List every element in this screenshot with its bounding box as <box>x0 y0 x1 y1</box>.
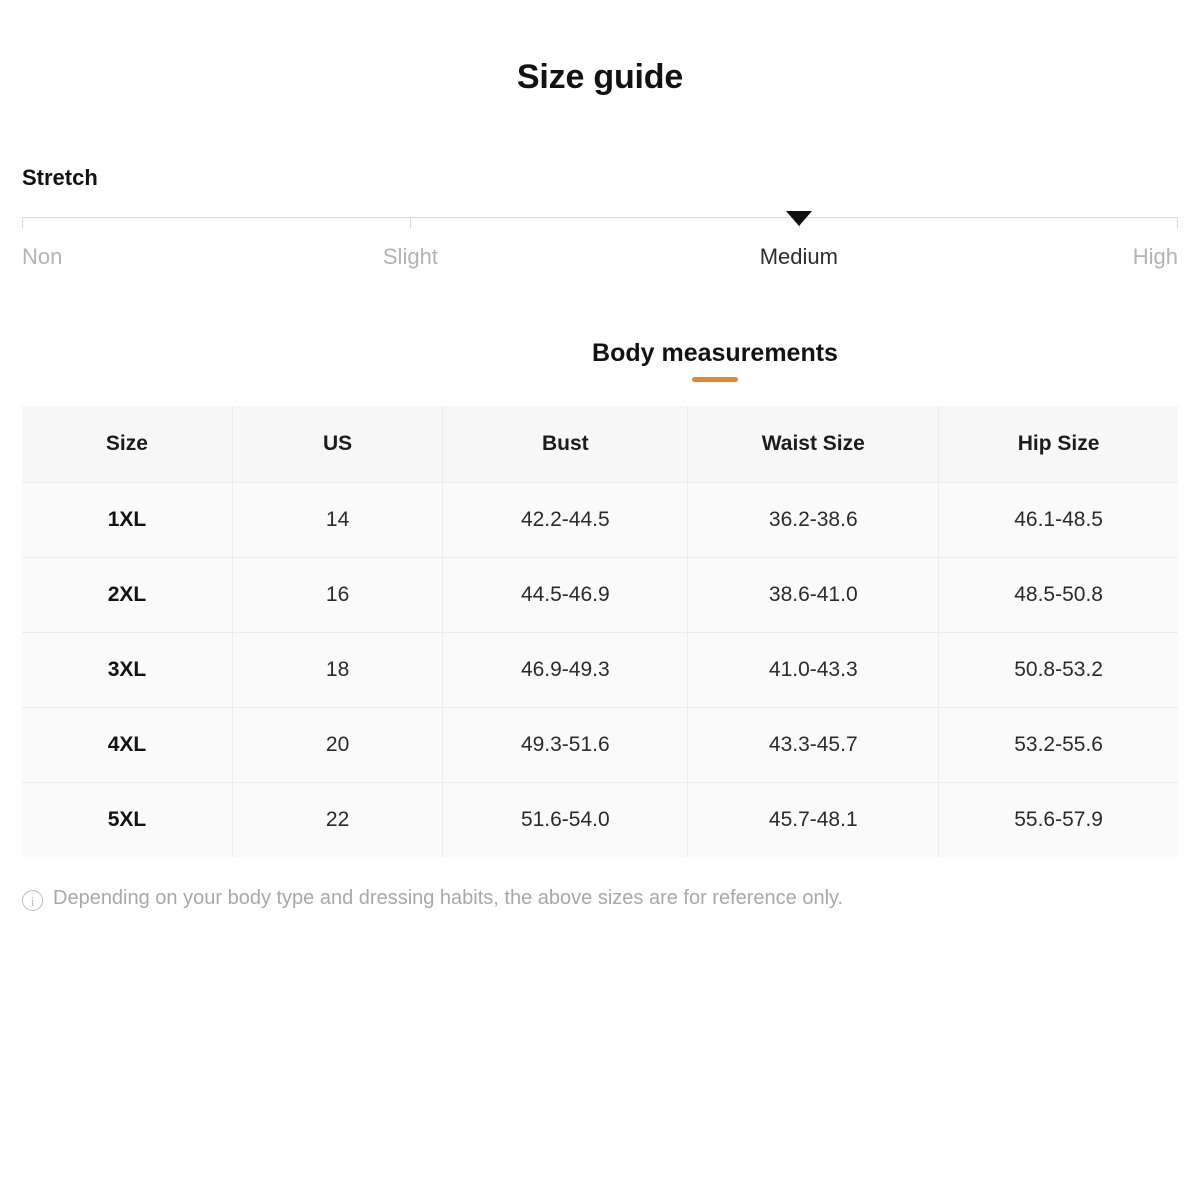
column-header-bust: Bust <box>443 406 688 483</box>
cell-hip: 53.2-55.6 <box>939 708 1178 783</box>
footnote-text: Depending on your body type and dressing habits, the above sizes are for reference only. <box>53 887 844 909</box>
cell-bust: 42.2-44.5 <box>443 483 688 558</box>
table-row <box>22 483 1178 558</box>
scale-line <box>22 217 1178 218</box>
table-header-row <box>22 406 1178 483</box>
cell-us: 22 <box>232 783 442 858</box>
cell-waist: 36.2-38.6 <box>688 483 939 558</box>
body-measurements-label: Body measurements <box>592 339 838 367</box>
footnote <box>22 887 1178 911</box>
cell-bust: 44.5-46.9 <box>443 558 688 633</box>
stretch-section <box>22 165 1178 283</box>
cell-size: 1XL <box>22 483 232 558</box>
scale-label-medium: Medium <box>759 244 838 269</box>
active-tab-underline <box>692 377 738 382</box>
cell-waist: 43.3-45.7 <box>688 708 939 783</box>
info-circle-icon <box>22 890 43 911</box>
cell-hip: 48.5-50.8 <box>939 558 1178 633</box>
cell-us: 16 <box>232 558 442 633</box>
stretch-label: Stretch <box>22 165 98 190</box>
cell-bust: 46.9-49.3 <box>443 633 688 708</box>
column-header-us: US <box>232 406 442 483</box>
stretch-scale[interactable] <box>22 217 1178 283</box>
scale-label-non: Non <box>22 244 63 269</box>
table-row <box>22 783 1178 858</box>
scale-tick-high <box>1177 217 1178 228</box>
cell-waist: 45.7-48.1 <box>688 783 939 858</box>
cell-size: 5XL <box>22 783 232 858</box>
size-table <box>22 406 1178 857</box>
cell-hip: 46.1-48.5 <box>939 483 1178 558</box>
cell-hip: 55.6-57.9 <box>939 783 1178 858</box>
cell-size: 2XL <box>22 558 232 633</box>
column-header-waist: Waist Size <box>688 406 939 483</box>
body-measurements-heading-row <box>22 339 1178 382</box>
scale-label-slight: Slight <box>382 244 438 269</box>
table-row <box>22 558 1178 633</box>
body-measurements-heading[interactable] <box>592 339 838 382</box>
cell-bust: 51.6-54.0 <box>443 783 688 858</box>
size-table-wrap <box>22 406 1178 857</box>
scale-labels <box>22 244 1178 276</box>
cell-size: 4XL <box>22 708 232 783</box>
cell-waist: 41.0-43.3 <box>688 633 939 708</box>
table-row <box>22 633 1178 708</box>
cell-waist: 38.6-41.0 <box>688 558 939 633</box>
cell-us: 18 <box>232 633 442 708</box>
table-row <box>22 708 1178 783</box>
cell-hip: 50.8-53.2 <box>939 633 1178 708</box>
cell-size: 3XL <box>22 633 232 708</box>
cell-us: 20 <box>232 708 442 783</box>
cell-us: 14 <box>232 483 442 558</box>
scale-tick-slight <box>410 217 411 228</box>
scale-tick-non <box>22 217 23 228</box>
page-title: Size guide <box>516 58 684 96</box>
column-header-size: Size <box>22 406 232 483</box>
column-header-hip: Hip Size <box>939 406 1178 483</box>
cell-bust: 49.3-51.6 <box>443 708 688 783</box>
triangle-down-icon <box>786 211 812 226</box>
scale-label-high: High <box>1132 244 1178 269</box>
